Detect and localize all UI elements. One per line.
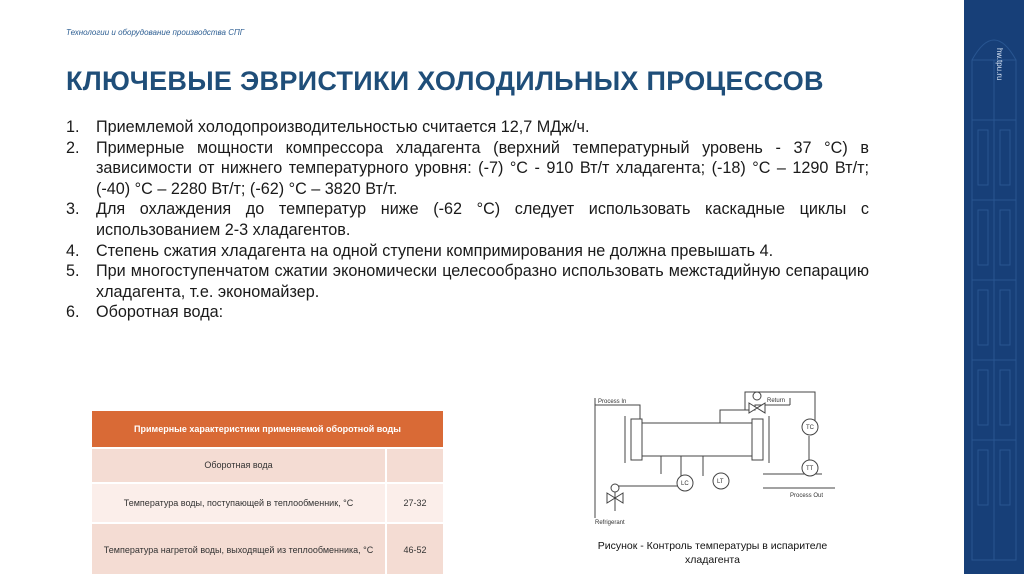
item-number: 1.	[66, 118, 80, 136]
table-header-row	[92, 411, 443, 449]
slide-title: КЛЮЧЕВЫЕ ЭВРИСТИКИ ХОЛОДИЛЬНЫХ ПРОЦЕССОВ	[66, 66, 824, 96]
lt-label: LT	[717, 479, 724, 485]
item-text: Для охлаждения до температур ниже (-62 °C) следует использовать каскадные циклы с использованием 2-3 хладагентов.	[96, 200, 869, 239]
tc-label: TC	[806, 425, 814, 431]
process-out-label: Process Out	[790, 493, 824, 499]
tt-label: TT	[806, 466, 814, 472]
exchanger-shell	[642, 423, 752, 456]
item-number: 3.	[66, 200, 80, 219]
table-row	[92, 449, 443, 484]
item-text: Степень сжатия хладагента на одной ступени компримирования не должна превышать 4.	[96, 241, 774, 260]
item-text: Приемлемой холодопроизводительностью считается 12,7 МДж/ч.	[96, 118, 590, 136]
return-label: Return	[767, 398, 786, 404]
sidebar-decoration	[964, 0, 1024, 574]
exchanger-head-right	[752, 419, 763, 460]
table-row	[92, 484, 443, 524]
water-params-table	[92, 411, 443, 574]
list-item	[66, 138, 869, 200]
table-cell-label: Оборотная вода	[92, 449, 385, 484]
table-cell-value: 46-52	[385, 524, 443, 574]
item-text: Оборотная вода:	[96, 303, 224, 322]
table-cell-value	[385, 449, 443, 484]
list-item	[66, 261, 869, 302]
table-cell-label: Температура нагретой воды, выходящей из теплообменника, °C	[92, 524, 385, 574]
item-number: 4.	[66, 241, 80, 260]
process-in-label: Process In	[598, 399, 627, 405]
heuristics-list	[66, 117, 869, 323]
course-subtitle: Технологии и оборудование производства СПГ	[66, 28, 245, 37]
lc-label: LC	[681, 481, 689, 487]
table-cell-value: 27-32	[385, 484, 443, 524]
table-cell-label: Температура воды, поступающей в теплообменник, °C	[92, 484, 385, 524]
figure-caption: Рисунок - Контроль температуры в испарителе хладагента	[597, 540, 828, 566]
item-number: 6.	[66, 303, 80, 322]
item-number: 2.	[66, 138, 80, 157]
evaporator-control-diagram	[585, 378, 845, 528]
building-pattern	[964, 0, 1024, 574]
list-item	[66, 199, 869, 240]
table-header: Примерные характеристики применяемой оборотной воды	[92, 411, 443, 449]
item-number: 5.	[66, 262, 80, 281]
refrigerant-label: Refrigerant	[595, 520, 625, 526]
table-row	[92, 524, 443, 574]
list-item	[66, 241, 869, 262]
list-item	[66, 302, 869, 323]
list-item	[66, 117, 869, 138]
site-label: hw.tpu.ru	[995, 48, 1004, 81]
item-text: Примерные мощности компрессора хладагента (верхний температурный уровень - 37 °C) в зависимости от нижнего температурного уровня: (-7) °C - 910 Вт/т хладагента; (-18) °C – 1290 Вт/т; (-40) °C – 2280 Вт/т; (-62) °C – 3820 Вт/т.	[96, 138, 869, 198]
item-text: При многоступенчатом сжатии экономически целесообразно использовать межстадийную сепарацию хладагента, т.е. экономайзер.	[96, 262, 869, 301]
exchanger-head-left	[631, 419, 642, 460]
